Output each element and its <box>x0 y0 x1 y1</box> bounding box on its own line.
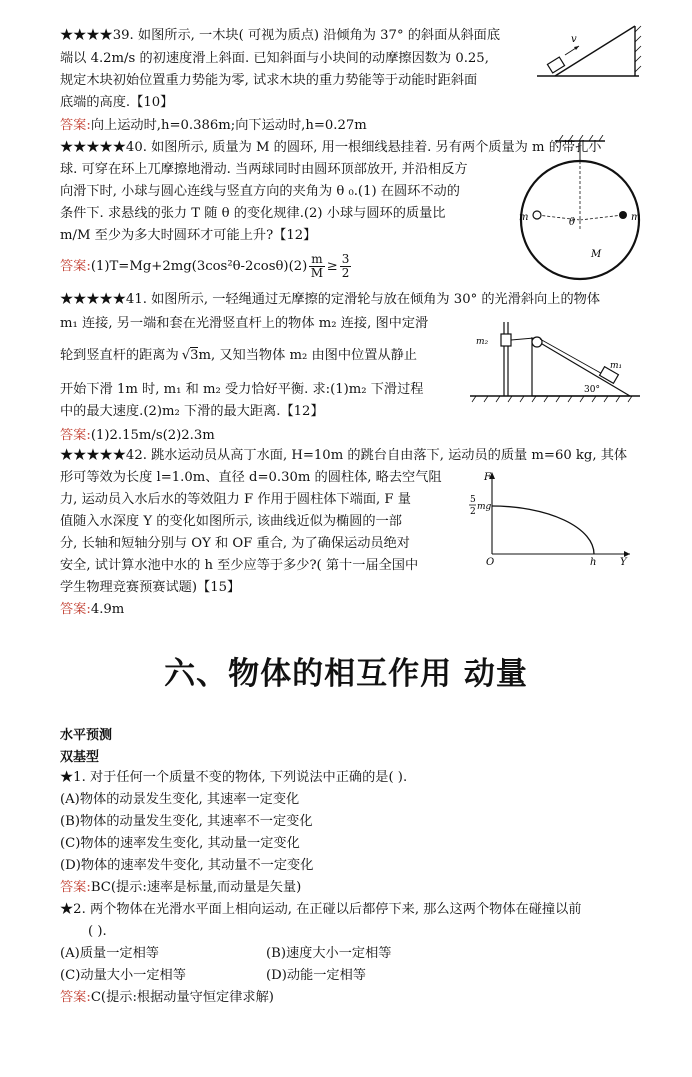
angle-label: 30° <box>584 385 600 395</box>
p41-line-5: 中的最大速度.(2)m₂ 下滑的最大距离.【12】 <box>60 404 324 419</box>
q1-option-d: (D)物体的速率发牛变化, 其动量不一定变化 <box>60 858 314 873</box>
q1-option-b: (B)物体的动量发生变化, 其速率不一定变化 <box>60 814 313 829</box>
right-mass-label: m <box>631 212 641 223</box>
answer-label: 答案: <box>60 118 91 133</box>
q2-option-b: (B)速度大小一定相等 <box>266 946 392 961</box>
q2-stem-line-1: ★2. 两个物体在光滑水平面上相向运动, 在正碰以后都停下来, 那么这两个物体在碰撞以前 <box>60 902 582 917</box>
q2-option-c: (C)动量大小一定相等 <box>60 968 186 983</box>
q1-option-a: (A)物体的动景发生变化, 其速率一定变化 <box>60 792 300 807</box>
q2-option-d: (D)动能一定相等 <box>266 968 366 983</box>
incline-figure <box>535 22 645 82</box>
p41-line-4: 开始下滑 1m 时, m₁ 和 m₂ 受力恰好平衡. 求:(1)m₂ 下滑过程 <box>60 382 424 397</box>
q2-stem-line-2: ( ). <box>88 924 107 939</box>
p40-line-4: 条件下. 求悬线的张力 T 随 θ 的变化规律.(2) 小球与圆环的质量比 <box>60 206 446 221</box>
p39-answer <box>60 116 367 136</box>
fraction-3-over-2: $\frac{3}{2}$ <box>341 252 350 280</box>
p39-line-2: 端以 4.2m/s 的初速度滑上斜面. 已知斜面与小块间的动摩擦因数为 0.25, <box>60 51 489 66</box>
p42-answer <box>60 600 124 620</box>
f-axis-label: F <box>484 472 491 483</box>
q2-option-a: (A)质量一定相等 <box>60 946 159 961</box>
sqrt-sign: √ <box>181 348 191 363</box>
mg-frac-num: 5 <box>470 495 476 505</box>
p41-line-1: ★★★★★41. 如图所示, 一轻绳通过无摩擦的定滑轮与放在倾角为 30° 的光滑斜向上的物体 <box>60 292 601 307</box>
p42-line-3: 力, 运动员入水后水的等效阻力 F 作用于圆柱体下端面, F 量 <box>60 492 411 507</box>
p42-line-7: 学生物理竞赛预赛试题)【15】 <box>60 580 241 595</box>
p40-line-1: ★★★★★40. 如图所示, 质量为 M 的圆环, 用一根细线悬挂着. 另有两个质量为 m 的带孔小 <box>60 140 602 155</box>
m1-label: m₁ <box>610 361 623 371</box>
p40-line-5: m/M 至少为多大时圆环才可能上升?【12】 <box>60 228 317 243</box>
p42-line-2: 形可等效为长度 l=1.0m、直径 d=0.30m 的圆柱体, 略去空气阻 <box>60 470 442 485</box>
p42-line-6: 安全, 试计算水池中水的 h 至少应等于多少?( 第十一届全国中 <box>60 558 419 573</box>
p41-line-2: m₁ 连接, 另一端和套在光滑竖直杆上的物体 m₂ 连接, 图中定滑 <box>60 316 429 331</box>
p41-line-3: 轮到竖直杆的距离为 √3m, 又知当物体 m₂ 由图中位置从静止 <box>60 348 417 363</box>
q1-option-c: (C)物体的速率发生变化, 其动量一定变化 <box>60 836 300 851</box>
sub-heading-basic: 双基型 <box>60 750 100 765</box>
answer-label: 答案: <box>60 602 91 617</box>
p42-line-1: ★★★★★42. 跳水运动员从高丁水面, H=10m 的跳台自由落下, 运动员的质量 m=60 kg, 其体 <box>60 448 628 463</box>
answer-text: C(提示:根据动量守恒定律求解) <box>90 990 274 1005</box>
answer-label: 答案: <box>60 880 91 895</box>
p39-line-4: 底端的高度.【10】 <box>60 95 174 110</box>
p42-line-4: 值随入水深度 Y 的变化如图所示, 该曲线近似为椭圆的一部 <box>60 514 402 529</box>
p40-answer <box>60 250 353 284</box>
p39-line-1: ★★★★39. 如图所示, 一木块( 可视为质点) 沿倾角为 37° 的斜面从斜面底 <box>60 28 501 43</box>
velocity-label: v <box>571 34 577 45</box>
answer-label: 答案: <box>60 990 91 1005</box>
q1-answer <box>60 878 301 898</box>
left-mass-label: m <box>519 212 529 223</box>
answer-text: 4.9m <box>90 602 125 617</box>
force-depth-graph <box>462 468 642 568</box>
pulley-figure <box>468 318 643 408</box>
sqrt-radicand: 3 <box>190 348 199 363</box>
origin-label: O <box>486 557 495 568</box>
p41-answer <box>60 426 215 446</box>
p42-line-5: 分, 长轴和短轴分别与 OY 和 OF 重合, 为了确保运动员绝对 <box>60 536 410 551</box>
ge-sign: ≥ <box>326 259 338 274</box>
h-label: h <box>590 557 597 568</box>
fraction-m-over-M: $\frac{m}{M}$ <box>310 252 324 280</box>
answer-label: 答案: <box>60 259 91 274</box>
q1-stem: ★1. 对于任何一个质量不变的物体, 下列说法中正确的是( ). <box>60 770 408 785</box>
p40-line-3: 向滑下时, 小球与圆心连线与竖直方向的夹角为 θ ₀.(1) 在圆环不动的 <box>60 184 460 199</box>
p40-line-2: 球. 可穿在环上兀摩擦地滑动. 当两球同时由圆环顶部放开, 并沿相反方 <box>60 162 468 177</box>
ring-mass-label: M <box>591 249 602 260</box>
y-axis-label: Y <box>620 557 627 568</box>
m2-label: m₂ <box>476 337 489 347</box>
answer-text: (1)T=Mg+2mg(3cos²θ-2cosθ)(2) <box>90 259 308 274</box>
theta-label: θ <box>569 217 576 228</box>
section-title: 六、物体的相互作用 动量 <box>164 656 528 692</box>
answer-text: 向上运动时,h=0.386m;向下运动时,h=0.27m <box>90 118 367 133</box>
ring-figure <box>515 135 645 285</box>
mg-frac-den: 2 <box>470 507 476 517</box>
mg-label: mg <box>477 502 492 512</box>
q2-answer <box>60 988 274 1008</box>
answer-text: (1)2.15m/s(2)2.3m <box>90 428 215 443</box>
sub-heading-forecast: 水平预测 <box>60 728 113 743</box>
answer-label: 答案: <box>60 428 91 443</box>
answer-text: BC(提示:速率是标量,而动量是矢量) <box>90 880 302 895</box>
p39-line-3: 规定木块初始位置重力势能为零, 试求木块的重力势能等于动能时距斜面 <box>60 73 478 88</box>
